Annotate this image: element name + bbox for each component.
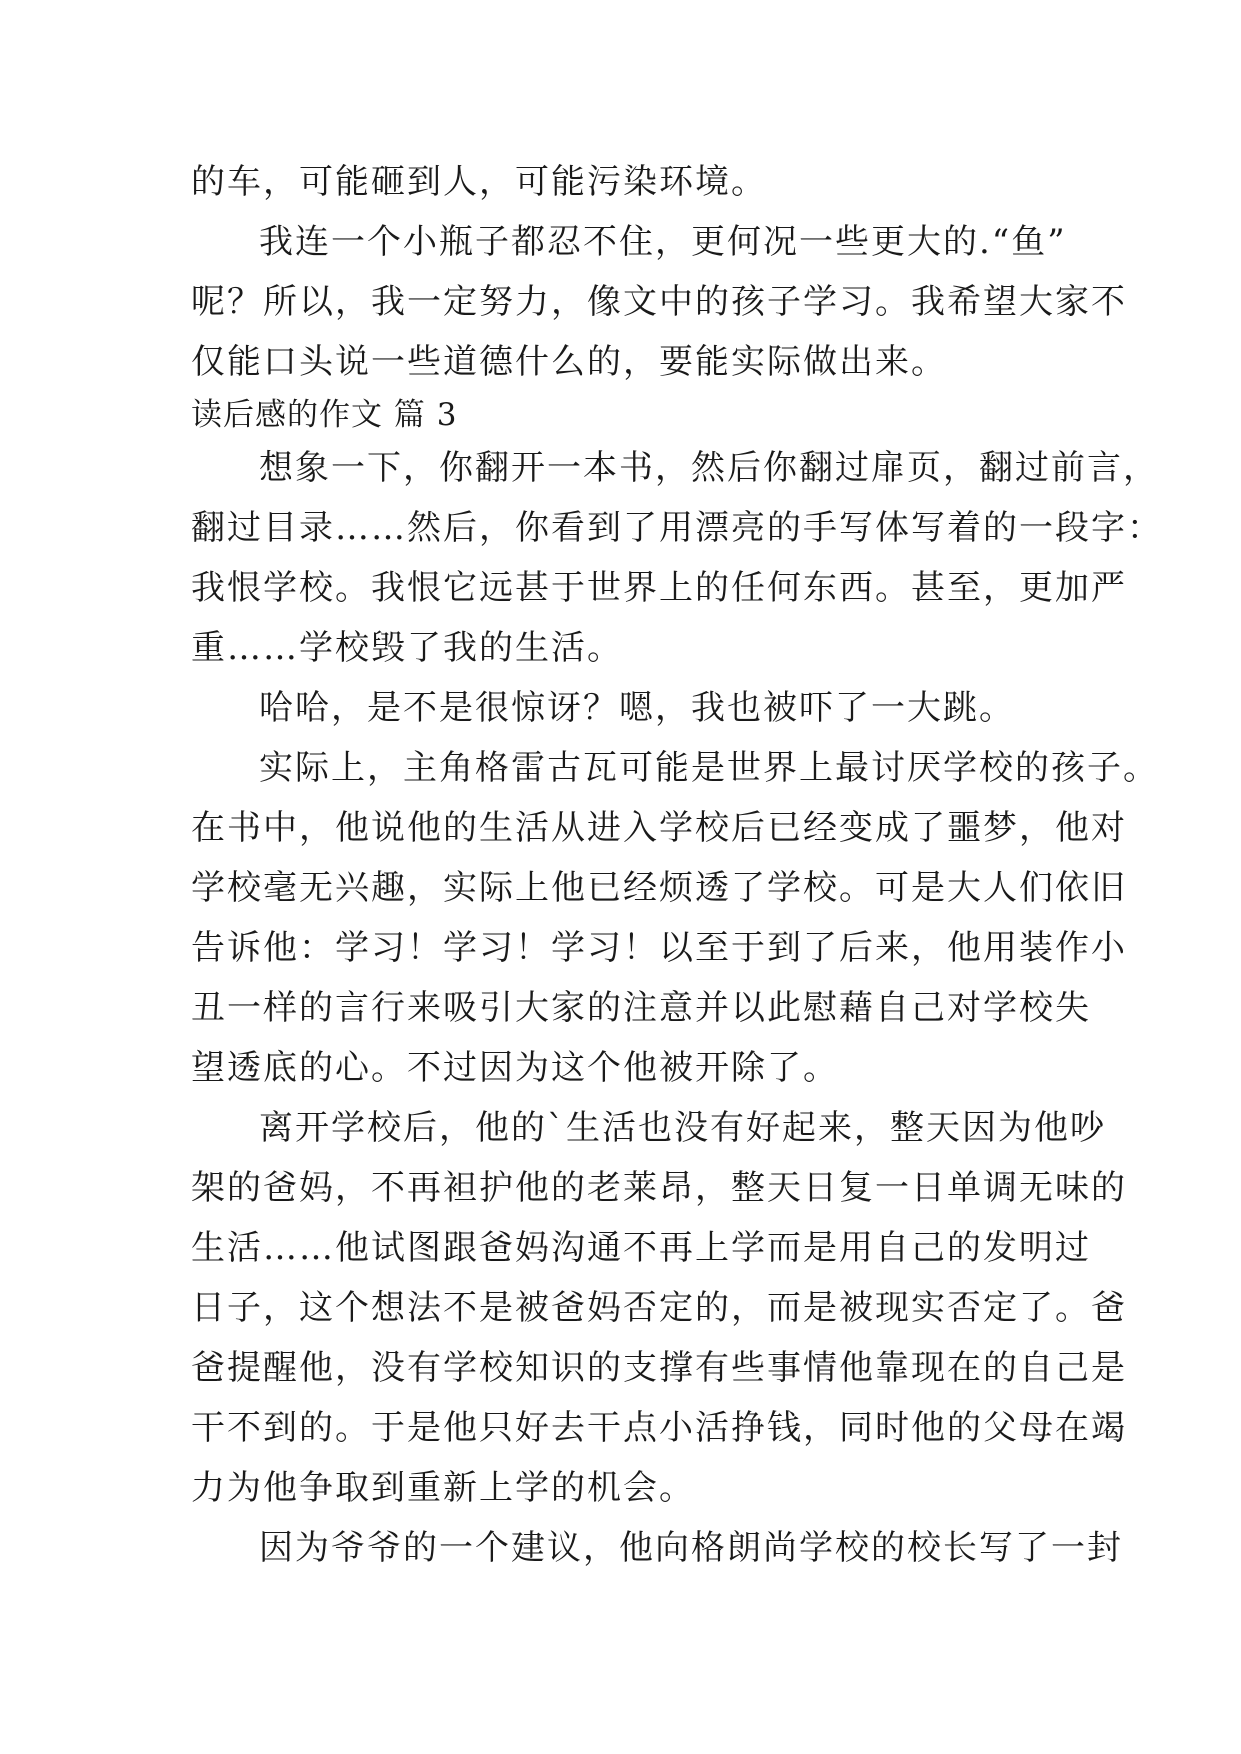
text-line: 重……学校毁了我的生活。	[191, 628, 623, 668]
text-line: 在书中，他说他的生活从进入学校后已经变成了噩梦，他对	[191, 808, 1127, 848]
text-line: 呢？所以，我一定努力，像文中的孩子学习。我希望大家不	[191, 282, 1127, 322]
text-line: 架的爸妈，不再袒护他的老莱昂，整天日复一日单调无味的	[191, 1168, 1127, 1208]
text-line: 的车，可能砸到人，可能污染环境。	[191, 162, 767, 202]
text-line: 我恨学校。我恨它远甚于世界上的任何东西。甚至，更加严	[191, 568, 1127, 608]
text-line: 干不到的。于是他只好去干点小活挣钱，同时他的父母在竭	[191, 1408, 1127, 1448]
text-line: 告诉他：学习！学习！学习！以至于到了后来，他用装作小	[191, 928, 1127, 968]
text-line: 望透底的心。不过因为这个他被开除了。	[191, 1048, 839, 1088]
paragraph-first-line: 哈哈，是不是很惊讶？嗯，我也被吓了一大跳。	[259, 688, 1015, 728]
paragraph-first-line: 实际上，主角格雷古瓦可能是世界上最讨厌学校的孩子。	[259, 748, 1159, 788]
text-line: 仅能口头说一些道德什么的，要能实际做出来。	[191, 342, 947, 382]
paragraph-first-line: 想象一下，你翻开一本书，然后你翻过扉页，翻过前言，	[259, 448, 1159, 488]
section-heading: 读后感的作文 篇 3	[191, 397, 458, 433]
paragraph-first-line: 离开学校后，他的`生活也没有好起来，整天因为他吵	[259, 1108, 1106, 1148]
text-line: 丑一样的言行来吸引大家的注意并以此慰藉自己对学校失	[191, 988, 1091, 1028]
paragraph-first-line: 我连一个小瓶子都忍不住，更何况一些更大的.“鱼”	[259, 222, 1067, 262]
document-body	[191, 152, 1163, 1578]
paragraph-first-line: 因为爷爷的一个建议，他向格朗尚学校的校长写了一封	[259, 1528, 1123, 1568]
text-line: 爸提醒他，没有学校知识的支撑有些事情他靠现在的自己是	[191, 1348, 1127, 1388]
text-line: 日子，这个想法不是被爸妈否定的，而是被现实否定了。爸	[191, 1288, 1127, 1328]
text-line: 力为他争取到重新上学的机会。	[191, 1468, 695, 1508]
text-line: 生活……他试图跟爸妈沟通不再上学而是用自己的发明过	[191, 1228, 1091, 1268]
text-line: 翻过目录……然后，你看到了用漂亮的手写体写着的一段字：	[191, 508, 1163, 548]
text-line: 学校毫无兴趣，实际上他已经烦透了学校。可是大人们依旧	[191, 868, 1127, 908]
